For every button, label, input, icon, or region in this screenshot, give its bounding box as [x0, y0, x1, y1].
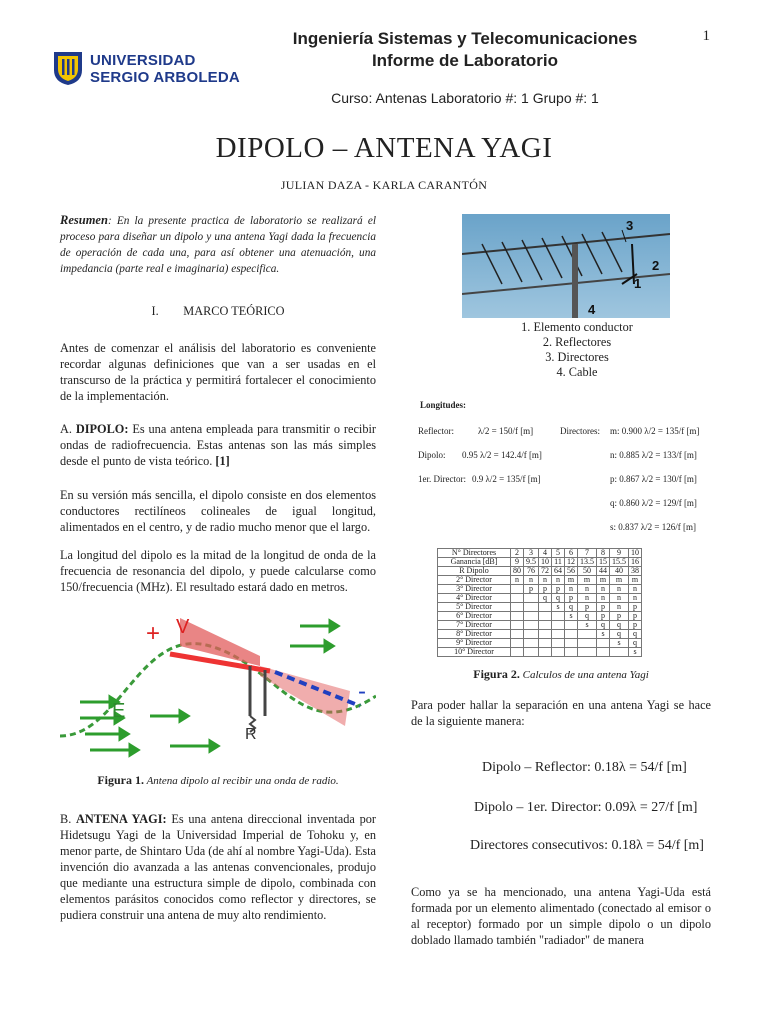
header-line1: Ingeniería Sistemas y Telecomunicaciones — [292, 29, 638, 48]
table-cell: 44 — [597, 567, 610, 576]
table-cell — [578, 630, 597, 639]
table-cell: 11 — [552, 558, 565, 567]
list-item: 2. Reflectores — [542, 335, 612, 349]
intro-paragraph: Antes de comenzar el análisis del laboratorio es conveniente recordar algunas definiciones que van a ser usadas en el transcurso de la práctica y permitirá fortalecer el conocimiento de la implementación. — [60, 341, 376, 403]
figure-2-text: Calculos de una antena Yagi — [519, 669, 649, 681]
table-cell — [524, 621, 539, 630]
section-number: I. — [151, 304, 159, 318]
table-cell — [539, 621, 552, 630]
table-cell — [552, 612, 565, 621]
table-row-header: 2° Director — [438, 576, 511, 585]
abstract-text: : En la presente practica de laboratorio se realizará el proceso para diseñar un dipolo y una antena Yagi dada la frecuencia de operación de cada una, para así obtener una atenuación, una impedancia (parte real e imaginaria) especifica. — [60, 215, 376, 275]
table-cell — [565, 639, 578, 648]
table-cell: p — [539, 585, 552, 594]
table-row-header: 5° Director — [438, 603, 511, 612]
table-cell — [552, 648, 565, 657]
table-cell: 4 — [539, 549, 552, 558]
table-cell: n — [552, 576, 565, 585]
table-cell: 15.5 — [610, 558, 629, 567]
table-cell: p — [629, 621, 642, 630]
table-cell — [565, 630, 578, 639]
table-cell — [539, 648, 552, 657]
table-cell: 76 — [524, 567, 539, 576]
table-cell — [511, 585, 524, 594]
figure-2-label: Figura 2. — [473, 667, 520, 681]
list-item: 1. Elemento conductor — [521, 320, 633, 334]
table-cell — [597, 639, 610, 648]
page-number: 1 — [702, 28, 710, 44]
table-row-header: N° Directores — [438, 549, 511, 558]
photo-label-2: 2 — [652, 258, 660, 273]
table-cell — [524, 648, 539, 657]
section-title: MARCO TEÓRICO — [183, 304, 285, 318]
formula-dipolo-director: Dipolo – 1er. Director: 0.09λ = 27/f [m] — [474, 800, 698, 815]
field-label: E — [112, 700, 126, 722]
table-cell: m — [610, 576, 629, 585]
table-cell: p — [565, 594, 578, 603]
photo-label-3: 3 — [626, 218, 634, 233]
table-cell: n — [511, 576, 524, 585]
calc-n: n: 0.885 λ/2 = 133/f [m] — [610, 450, 697, 460]
table-row-header: Ganancia [dB] — [438, 558, 511, 567]
table-cell — [524, 603, 539, 612]
table-row-header: 10° Director — [438, 648, 511, 657]
shield-icon — [52, 50, 84, 86]
table-cell: q — [578, 612, 597, 621]
table-cell: 72 — [539, 567, 552, 576]
report-header — [200, 28, 730, 72]
table-cell — [539, 612, 552, 621]
table-cell — [511, 612, 524, 621]
table-cell: q — [610, 621, 629, 630]
calc-dipolo-eq: 0.95 λ/2 = 142.4/f [m] — [462, 450, 542, 460]
dipolo-paragraph-2: En su versión más sencilla, el dipolo consiste en dos elementos conductores rectilíneos colineales de igual longitud, alimentados en el centro, y de radio mucho menor que el largo. — [60, 488, 376, 534]
table-cell: s — [565, 612, 578, 621]
length-calculations — [416, 396, 716, 534]
yagi-text: Es una antena direccional inventada por Hidetsugu Yagi de la Universidad Imperial de Tohoku y, en menor parte, de Shintaro Uda (de ahí al nombre Yagi-Uda). Esta invención dio avanzada a las antenas convencionales, produjo que mediante una estructura simple de dipolo, combinada con elementos parásitos conocidos como reflector y directores, se pudiera construir una antena de muy alto rendimiento. — [60, 812, 376, 922]
calc-m: m: 0.900 λ/2 = 135/f [m] — [610, 426, 700, 436]
calc-dipolo: Dipolo: — [418, 450, 446, 460]
figure-1-label: Figura 1. — [97, 773, 145, 787]
table-cell: n — [610, 594, 629, 603]
yagi-director-table — [437, 548, 642, 657]
table-cell: p — [597, 612, 610, 621]
table-cell: n — [629, 594, 642, 603]
table-cell: 50 — [578, 567, 597, 576]
calc-q: q: 0.860 λ/2 = 129/f [m] — [610, 498, 697, 508]
table-cell — [565, 648, 578, 657]
table-row-header: 4° Director — [438, 594, 511, 603]
table-cell — [511, 594, 524, 603]
table-cell — [565, 621, 578, 630]
figure-1-text: Antena dipolo al recibir una onda de radio. — [144, 775, 339, 787]
antenna-parts-list — [462, 320, 692, 380]
table-cell: q — [552, 594, 565, 603]
formula-dipolo-reflector: Dipolo – Reflector: 0.18λ = 54/f [m] — [482, 760, 687, 775]
dipolo-text: Es una antena empleada para transmitir o recibir ondas de radiofrecuencia. Estas antenas son las más simples desde el punto de vista teórico. — [60, 422, 376, 468]
table-cell — [524, 594, 539, 603]
figure-2-caption — [411, 667, 711, 682]
table-cell — [511, 630, 524, 639]
table-cell: s — [629, 648, 642, 657]
table-cell: m — [629, 576, 642, 585]
logo-line2: SERGIO ARBOLEDA — [90, 69, 240, 86]
table-cell — [511, 648, 524, 657]
table-cell: n — [597, 594, 610, 603]
section-heading — [60, 304, 376, 319]
table-row-header: R Dipolo — [438, 567, 511, 576]
dipolo-paragraph-3: La longitud del dipolo es la mitad de la longitud de onda de la frecuencia de resonancia del dipolo, y puede calcularse como 150/frecuencia (MHz). El resultado estará dado en metros. — [60, 548, 376, 594]
calc-directores: Directores: — [560, 426, 600, 436]
table-cell: n — [597, 585, 610, 594]
table-cell: 64 — [552, 567, 565, 576]
table-row-header: 6° Director — [438, 612, 511, 621]
dipolo-prefix: A. — [60, 422, 76, 436]
table-cell — [539, 630, 552, 639]
table-cell: 38 — [629, 567, 642, 576]
dipolo-label: DIPOLO: — [75, 422, 129, 436]
resistor-label: R — [245, 726, 257, 743]
separation-intro: Para poder hallar la separación en una antena Yagi se hace de la siguiente manera: — [411, 698, 711, 728]
table-cell: n — [539, 576, 552, 585]
voltage-label: V — [176, 616, 190, 638]
header-line2: Informe de Laboratorio — [371, 51, 559, 70]
table-cell — [552, 630, 565, 639]
table-cell — [511, 603, 524, 612]
table-cell: p — [578, 603, 597, 612]
abstract-label: Resumen — [60, 213, 108, 227]
table-cell — [578, 639, 597, 648]
table-cell: s — [578, 621, 597, 630]
table-cell: 7 — [578, 549, 597, 558]
table-cell: 9 — [511, 558, 524, 567]
plus-sign: + — [146, 620, 161, 647]
figure-1-dipole-diagram — [60, 606, 376, 770]
table-cell — [524, 639, 539, 648]
table-cell: 80 — [511, 567, 524, 576]
closing-paragraph: Como ya se ha mencionado, una antena Yagi-Uda está formada por un elemento alimentado (conectado al emisor o al receptor) formado por un simple dipolo o un dipolo doblado llamado también "radiador" de manera — [411, 885, 711, 947]
table-cell: n — [629, 585, 642, 594]
university-logo — [52, 50, 252, 90]
table-cell — [539, 639, 552, 648]
table-cell: q — [629, 639, 642, 648]
table-cell: 5 — [552, 549, 565, 558]
table-cell — [597, 648, 610, 657]
table-cell: s — [610, 639, 629, 648]
paper-title: DIPOLO – ANTENA YAGI — [215, 132, 553, 164]
table-cell: 10 — [539, 558, 552, 567]
logo-text — [90, 52, 240, 86]
table-row-header: 7° Director — [438, 621, 511, 630]
table-cell: 12 — [565, 558, 578, 567]
table-row-header: 3° Director — [438, 585, 511, 594]
table-cell: 16 — [629, 558, 642, 567]
calc-s: s: 0.837 λ/2 = 126/f [m] — [610, 522, 696, 532]
table-row-header: 8° Director — [438, 630, 511, 639]
table-cell: m — [597, 576, 610, 585]
table-cell: 13.5 — [578, 558, 597, 567]
calc-title: Longitudes: — [420, 400, 467, 410]
table-cell — [578, 648, 597, 657]
table-cell: p — [629, 612, 642, 621]
authors: JULIAN DAZA - KARLA CARANTÓN — [280, 178, 488, 192]
table-cell: 2 — [511, 549, 524, 558]
table-cell: n — [524, 576, 539, 585]
calc-reflector-eq: λ/2 = 150/f [m] — [478, 426, 534, 436]
dipolo-ref: [1] — [215, 454, 230, 468]
abstract — [60, 212, 376, 277]
list-item: 4. Cable — [556, 365, 598, 379]
table-cell: m — [578, 576, 597, 585]
table-cell: 8 — [597, 549, 610, 558]
table-cell: n — [610, 603, 629, 612]
yagi-prefix: B. — [60, 812, 77, 826]
table-cell: q — [597, 621, 610, 630]
table-cell — [610, 648, 629, 657]
table-cell: 6 — [565, 549, 578, 558]
table-cell: p — [610, 612, 629, 621]
table-cell: 40 — [610, 567, 629, 576]
yagi-antenna-photo — [462, 214, 670, 318]
calc-director1-eq: 0.9 λ/2 = 135/f [m] — [472, 474, 541, 484]
table-row-header: 9° Director — [438, 639, 511, 648]
calc-p: p: 0.867 λ/2 = 130/f [m] — [610, 474, 697, 484]
table-cell: m — [565, 576, 578, 585]
table-cell: 56 — [565, 567, 578, 576]
table-cell: p — [629, 603, 642, 612]
table-cell — [552, 621, 565, 630]
table-cell — [552, 639, 565, 648]
table-cell: p — [524, 585, 539, 594]
table-cell: 10 — [629, 549, 642, 558]
table-cell: n — [578, 594, 597, 603]
table-cell: q — [539, 594, 552, 603]
table-cell: 15 — [597, 558, 610, 567]
table-cell — [511, 639, 524, 648]
table-cell: s — [597, 630, 610, 639]
yagi-label: ANTENA YAGI: — [76, 812, 167, 826]
table-cell — [511, 621, 524, 630]
yagi-paragraph — [60, 811, 376, 923]
calc-reflector: Reflector: — [418, 426, 454, 436]
table-cell: 9 — [610, 549, 629, 558]
photo-label-1: 1 — [634, 276, 642, 291]
photo-label-4: 4 — [588, 302, 596, 317]
table-cell: q — [610, 630, 629, 639]
calc-director1: 1er. Director: — [418, 474, 466, 484]
table-cell: p — [597, 603, 610, 612]
table-cell: n — [565, 585, 578, 594]
table-cell: p — [552, 585, 565, 594]
logo-line1: UNIVERSIDAD — [90, 52, 196, 69]
table-cell — [524, 630, 539, 639]
list-item: 3. Directores — [545, 350, 609, 364]
dipolo-paragraph — [60, 421, 376, 469]
table-cell — [539, 603, 552, 612]
table-cell: n — [578, 585, 597, 594]
formula-directores: Directores consecutivos: 0.18λ = 54/f [m] — [470, 838, 704, 853]
table-cell: s — [552, 603, 565, 612]
table-cell: 3 — [524, 549, 539, 558]
table-cell: q — [629, 630, 642, 639]
minus-sign: - — [358, 678, 366, 705]
table-cell: 9.5 — [524, 558, 539, 567]
table-cell: q — [565, 603, 578, 612]
table-row — [438, 648, 642, 657]
table-cell: n — [610, 585, 629, 594]
table-cell — [524, 612, 539, 621]
figure-1-caption — [60, 773, 376, 788]
course-info: Curso: Antenas Laboratorio #: 1 Grupo #: 1 — [331, 90, 599, 106]
